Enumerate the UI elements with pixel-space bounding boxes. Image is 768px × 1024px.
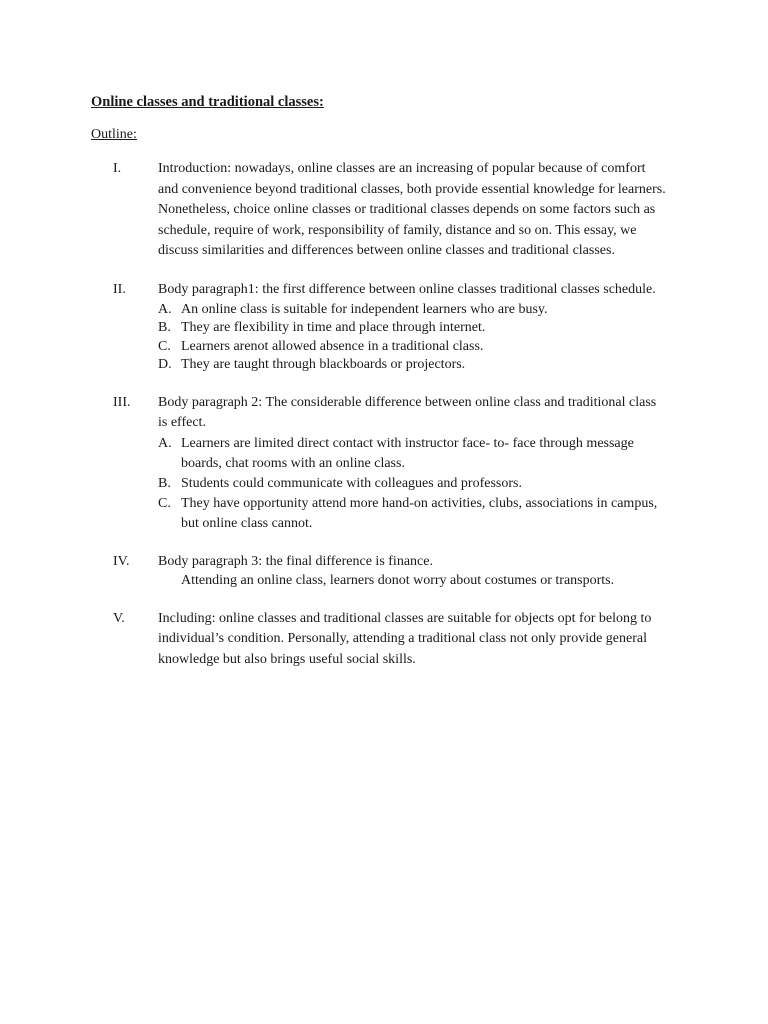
section-numeral: I.	[113, 161, 122, 176]
sub-point-letter: B.	[158, 320, 171, 336]
sub-point-text: They are taught through blackboards or projectors.	[181, 357, 466, 373]
outline-label: Outline:	[91, 127, 137, 142]
sub-point-letter: C.	[158, 495, 171, 511]
section-numeral: II.	[113, 281, 126, 297]
sub-point-letter: A.	[158, 301, 172, 317]
outline-section-introduction	[0, 159, 768, 262]
sub-point-list	[158, 301, 668, 375]
sub-point	[158, 434, 668, 474]
sub-point	[158, 474, 668, 494]
sub-point	[158, 319, 668, 338]
sub-point	[158, 338, 668, 357]
outline-sections	[0, 159, 768, 689]
sub-point-letter: A.	[158, 435, 172, 451]
sub-point-text: Students could communicate with colleagues and professors.	[181, 475, 522, 491]
sub-point-letter: C.	[158, 338, 171, 354]
sub-point-text: Learners arenot allowed absence in a traditional class.	[181, 338, 484, 354]
sub-point	[158, 356, 668, 375]
outline-section-body-paragraph-3	[0, 552, 768, 591]
section-note: Attending an online class, learners donot worry about costumes or transports.	[181, 573, 615, 589]
outline-section-body-paragraph-1	[0, 280, 768, 375]
document-title: Online classes and traditional classes:	[91, 94, 324, 110]
section-numeral: V.	[113, 610, 125, 626]
outline-section-body-paragraph-2	[0, 393, 768, 534]
section-text: Body paragraph1: the first difference between online classes traditional classes schedule.	[158, 281, 656, 297]
sub-point-letter: D.	[158, 357, 172, 373]
sub-point-list	[158, 434, 668, 534]
outline-section-conclusion	[0, 609, 768, 671]
section-numeral: III.	[113, 394, 131, 410]
sub-point-text: An online class is suitable for independent learners who are busy.	[181, 301, 548, 317]
section-text: Including: online classes and traditional classes are suitable for objects opt for belong to individual’s condition. Personally, attending a traditional class not only provide general knowledge but also brings useful social skills.	[158, 610, 652, 668]
sub-point	[158, 494, 668, 534]
sub-point-text: Learners are limited direct contact with instructor face- to- face through message boards, chat rooms with an online class.	[181, 435, 634, 471]
section-text: Body paragraph 3: the final difference is finance.	[158, 553, 433, 569]
sub-point-text: They have opportunity attend more hand-on activities, clubs, associations in campus, but online class cannot.	[181, 495, 658, 531]
sub-point-text: They are flexibility in time and place through internet.	[181, 320, 486, 336]
section-text: Introduction: nowadays, online classes are an increasing of popular because of comfort and convenience beyond traditional classes, both provide essential knowledge for learners. Nonetheless, choice online classes or traditional classes depends on some factors such as schedule, require of work, responsibility of family, distance and so on. This essay, we discuss similarities and differences between online classes and traditional classes.	[158, 161, 666, 259]
sub-point	[158, 301, 668, 320]
section-numeral: IV.	[113, 553, 130, 569]
section-text: Body paragraph 2: The considerable difference between online class and traditional class is effect.	[158, 394, 657, 431]
sub-point-letter: B.	[158, 475, 171, 491]
